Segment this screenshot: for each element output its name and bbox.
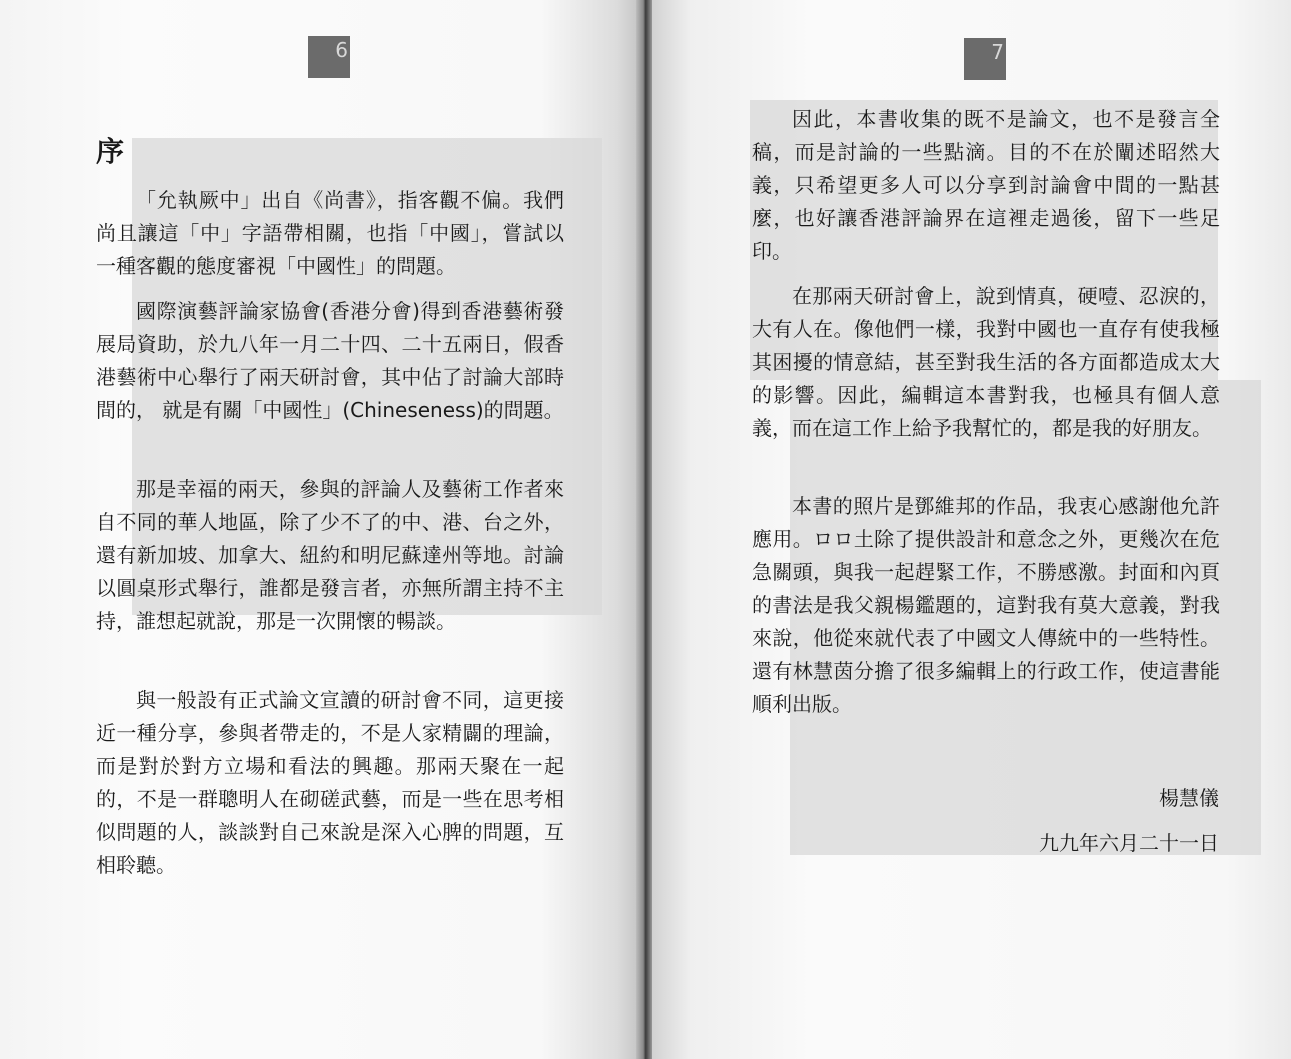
page-number-label: 7 [991, 40, 1004, 64]
page-number-7 [964, 38, 1006, 80]
book-gutter [636, 0, 652, 1059]
author-signature: 楊慧儀 [1159, 786, 1219, 810]
paragraph-6: 在那兩天研討會上，說到情真，硬噎、忍淚的，大有人在。像他們一樣，我對中國也一直存有使我極其困擾的情意結，甚至對我生活的各方面都造成太大的影響。因此，編輯這本書對我，也極具有個人意義，而在這工作上給予我幫忙的，都是我的好朋友。 [752, 284, 1220, 440]
left-page [0, 0, 636, 1059]
page-number-label: 6 [335, 38, 348, 62]
paragraph-5: 因此，本書收集的既不是論文，也不是發言全稿，而是討論的一些點滴。目的不在於闡述昭然大義，只希望更多人可以分享到討論會中間的一點甚麼，也好讓香港評論界在這裡走過後，留下一些足印。 [752, 107, 1220, 263]
preface-heading: 序 [96, 135, 125, 168]
paragraph-2: 國際演藝評論家協會(香港分會)得到香港藝術發展局資助，於九八年一月二十四、二十五兩日，假香港藝術中心舉行了兩天研討會，其中佔了討論大部時間的， 就是有關「中國性」(Chineseness)的問題。 [96, 299, 564, 422]
paragraph-4: 與一般設有正式論文宣讀的研討會不同，這更接近一種分享，參與者帶走的，不是人家精闢的理論，而是對於對方立場和看法的興趣。那兩天聚在一起的，不是一群聰明人在砌磋武藝，而是一些在思考相似問題的人，談談對自己來說是深入心脾的問題，互相聆聽。 [96, 688, 564, 877]
paragraph-7: 本書的照片是鄧維邦的作品，我衷心感謝他允許應用。ロロ土除了提供設計和意念之外，更幾次在危急關頭，與我一起趕緊工作，不勝感激。封面和內頁的書法是我父親楊鑑題的，這對我有莫大意義，對我來說，他從來就代表了中國文人傳統中的一些特性。還有林慧茵分擔了很多編輯上的行政工作，使這書能順利出版。 [752, 494, 1220, 716]
paragraph-1: 「允執厥中」出自《尚書》，指客觀不偏。我們尚且讓這「中」字語帶相關，也指「中國」，嘗試以一種客觀的態度審視「中國性」的問題。 [96, 188, 564, 278]
signature-date: 九九年六月二十一日 [1039, 831, 1219, 855]
page-number-6 [308, 36, 350, 78]
paragraph-3: 那是幸福的兩天，參與的評論人及藝術工作者來自不同的華人地區，除了少不了的中、港、台之外，還有新加坡、加拿大、紐約和明尼蘇達州等地。討論以圓桌形式舉行，誰都是發言者，亦無所謂主持不主持，誰想起就說，那是一次開懷的暢談。 [96, 477, 564, 633]
right-page [652, 0, 1291, 1059]
